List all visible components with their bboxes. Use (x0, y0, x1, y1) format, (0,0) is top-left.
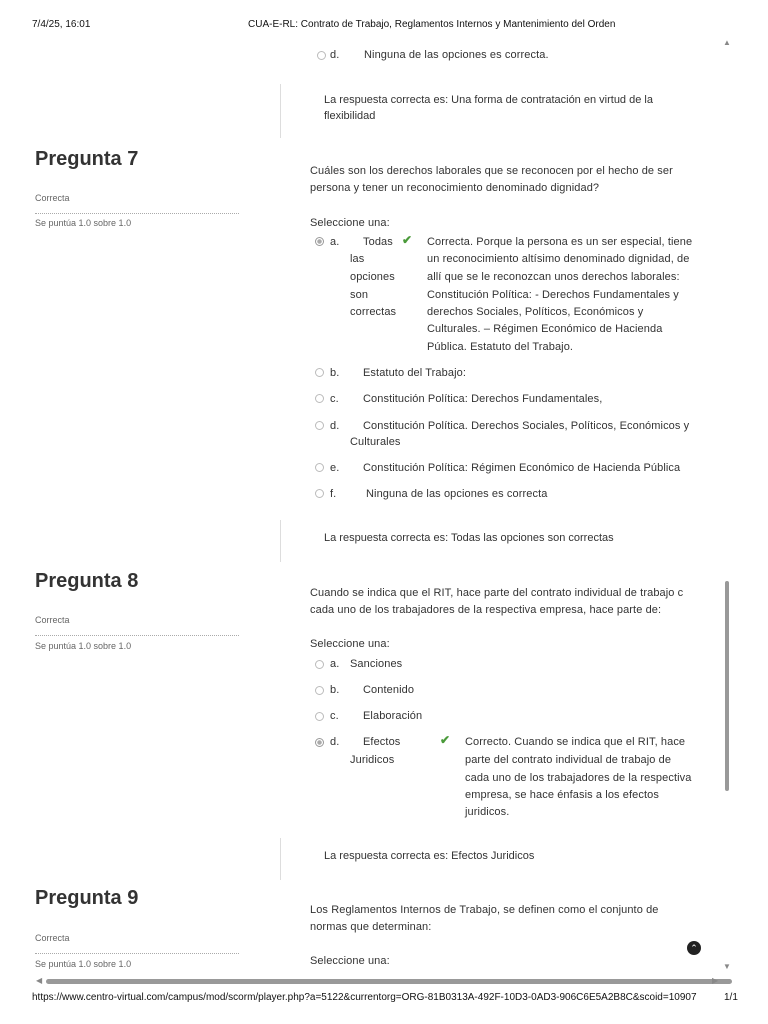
prev-right-answer-line1: La respuesta correcta es: Una forma de contratación en virtud de la (324, 94, 653, 106)
question-8-meta-divider (35, 635, 239, 636)
scroll-down-arrow-icon[interactable]: ▼ (723, 962, 731, 971)
vertical-scrollbar[interactable] (720, 38, 734, 976)
correct-check-icon: ✔ (402, 233, 413, 247)
q8-option-a-letter: a. (330, 658, 340, 670)
question-7-meta-divider (35, 213, 239, 214)
radio-q8-a[interactable] (315, 660, 324, 669)
question-8-prompt: Seleccione una: (310, 638, 390, 650)
question-8-title: Pregunta 8 (35, 570, 139, 592)
scroll-left-arrow-icon[interactable]: ◀ (36, 976, 43, 985)
radio-q7-e[interactable] (315, 463, 324, 472)
question-7-prompt: Seleccione una: (310, 217, 390, 229)
q7-right-answer-bar (280, 520, 281, 562)
q7-option-a-line4: son (350, 289, 369, 301)
q8-right-answer-bar (280, 838, 281, 880)
horizontal-scroll-thumb[interactable] (46, 979, 732, 984)
question-9-grade: Se puntúa 1.0 sobre 1.0 (35, 959, 132, 969)
radio-q7-b[interactable] (315, 368, 324, 377)
q7-option-e-letter: e. (330, 462, 340, 474)
q8-option-a-text: Sanciones (350, 658, 403, 670)
question-8-state: Correcta (35, 615, 70, 625)
question-9-state: Correcta (35, 933, 70, 943)
question-8-text-line2: cada uno de los trabajadores de la respectiva empresa, hace parte de: (310, 604, 662, 616)
question-8-grade: Se puntúa 1.0 sobre 1.0 (35, 641, 132, 651)
q8-option-c-text: Elaboración (363, 710, 423, 722)
q8-right-answer: La respuesta correcta es: Efectos Juridicos (324, 850, 535, 862)
q7-option-e-text: Constitución Política: Régimen Económico de Hacienda Pública (363, 462, 681, 474)
q7-option-f-letter: f. (330, 488, 337, 500)
q7-feedback-line5: derechos Sociales, Políticos, Económicos y (427, 306, 644, 318)
q7-option-a-letter: a. (330, 236, 340, 248)
print-title: CUA-E-RL: Contrato de Trabajo, Reglamentos Internos y Mantenimiento del Orden (248, 19, 616, 30)
question-9-title: Pregunta 9 (35, 887, 139, 909)
radio-q7-d[interactable] (315, 421, 324, 430)
q7-option-f-text: Ninguna de las opciones es correcta (366, 488, 548, 500)
q7-option-b-letter: b. (330, 367, 340, 379)
chevron-up-icon: ⌃ (690, 943, 698, 953)
q7-option-a-line3: opciones (350, 271, 395, 283)
q7-feedback-line3: allí que se le reconozcan unos derechos laborales: (427, 271, 680, 283)
question-9-meta-divider (35, 953, 239, 954)
question-7-state: Correcta (35, 193, 70, 203)
q7-option-c-letter: c. (330, 393, 339, 405)
radio-q7-f[interactable] (315, 489, 324, 498)
radio-q8-c[interactable] (315, 712, 324, 721)
question-9-prompt: Seleccione una: (310, 955, 390, 967)
question-7-text-line2: persona y tener un reconocimiento denominado dignidad? (310, 182, 600, 194)
q8-option-c-letter: c. (330, 710, 339, 722)
scroll-up-arrow-icon[interactable]: ▲ (723, 38, 731, 47)
q7-option-b-text: Estatuto del Trabajo: (363, 367, 466, 379)
question-7-title: Pregunta 7 (35, 148, 139, 170)
q7-feedback-line1: Correcta. Porque la persona es un ser especial, tiene (427, 236, 693, 248)
radio-prev-d[interactable] (317, 51, 326, 60)
q7-right-answer: La respuesta correcta es: Todas las opciones son correctas (324, 532, 614, 544)
q8-feedback-line5: juridicos. (465, 806, 510, 818)
prev-option-d-letter: d. (330, 49, 340, 61)
q7-feedback-line7: Pública. Estatuto del Trabajo. (427, 341, 574, 353)
q7-option-d-line1: Constitución Política. Derechos Sociales, Políticos, Económicos y (363, 420, 690, 432)
question-9-text-line2: normas que determinan: (310, 921, 432, 933)
vertical-scroll-thumb[interactable] (725, 581, 729, 791)
scroll-right-arrow-icon[interactable]: ▶ (712, 976, 719, 985)
q8-feedback-line4: empresa, se hace énfasis a los efectos (465, 789, 659, 801)
q8-feedback-line2: parte del contrato individual de trabajo de (465, 754, 672, 766)
q8-option-b-text: Contenido (363, 684, 415, 696)
radio-q8-b[interactable] (315, 686, 324, 695)
q7-option-a-line1: Todas (363, 236, 393, 248)
print-url: https://www.centro-virtual.com/campus/mod/scorm/player.php?a=5122&currentorg=ORG-81B0313A-492F-10D3-0AD3-906C6E5A2B8C&scoid=10907 (32, 992, 697, 1003)
q8-option-b-letter: b. (330, 684, 340, 696)
prev-option-d-text: Ninguna de las opciones es correcta. (364, 49, 549, 61)
question-9-text-line1: Los Reglamentos Internos de Trabajo, se definen como el conjunto de (310, 904, 659, 916)
q8-option-d-letter: d. (330, 736, 340, 748)
q7-feedback-line2: un reconocimiento altísimo denominado dignidad, de (427, 253, 690, 265)
q8-feedback-line3: cada uno de los trabajadores de la respectiva (465, 772, 692, 784)
q7-option-d-line2: Culturales (350, 436, 401, 448)
quiz-review-viewport (28, 38, 724, 976)
q7-feedback-line4: Constitución Política: - Derechos Fundamentales y (427, 289, 679, 301)
q7-option-a-line2: las (350, 253, 365, 265)
question-8-text-line1: Cuando se indica que el RIT, hace parte del contrato individual de trabajo c (310, 587, 684, 599)
q7-option-d-letter: d. (330, 420, 340, 432)
radio-q8-d[interactable] (315, 738, 324, 747)
prev-right-answer-line2: flexibilidad (324, 110, 376, 122)
horizontal-scrollbar[interactable] (36, 976, 720, 988)
print-header (0, 19, 768, 33)
q8-option-d-line2: Juridicos (350, 754, 395, 766)
print-footer (0, 992, 768, 1006)
radio-q7-c[interactable] (315, 394, 324, 403)
q7-option-a-line5: correctas (350, 306, 397, 318)
question-7-text-line1: Cuáles son los derechos laborales que se reconocen por el hecho de ser (310, 165, 673, 177)
q7-option-c-text: Constitución Política: Derechos Fundamentales, (363, 393, 603, 405)
prev-feedback-bar (280, 84, 281, 138)
q8-feedback-line1: Correcto. Cuando se indica que el RIT, hace (465, 736, 686, 748)
print-date: 7/4/25, 16:01 (32, 19, 91, 30)
print-page-number: 1/1 (724, 992, 738, 1003)
q8-option-d-line1: Efectos (363, 736, 401, 748)
back-to-top-button[interactable] (687, 941, 701, 955)
correct-check-icon: ✔ (440, 733, 451, 747)
q7-feedback-line6: Culturales. – Régimen Económico de Hacienda (427, 323, 663, 335)
radio-q7-a[interactable] (315, 237, 324, 246)
question-7-grade: Se puntúa 1.0 sobre 1.0 (35, 218, 132, 228)
